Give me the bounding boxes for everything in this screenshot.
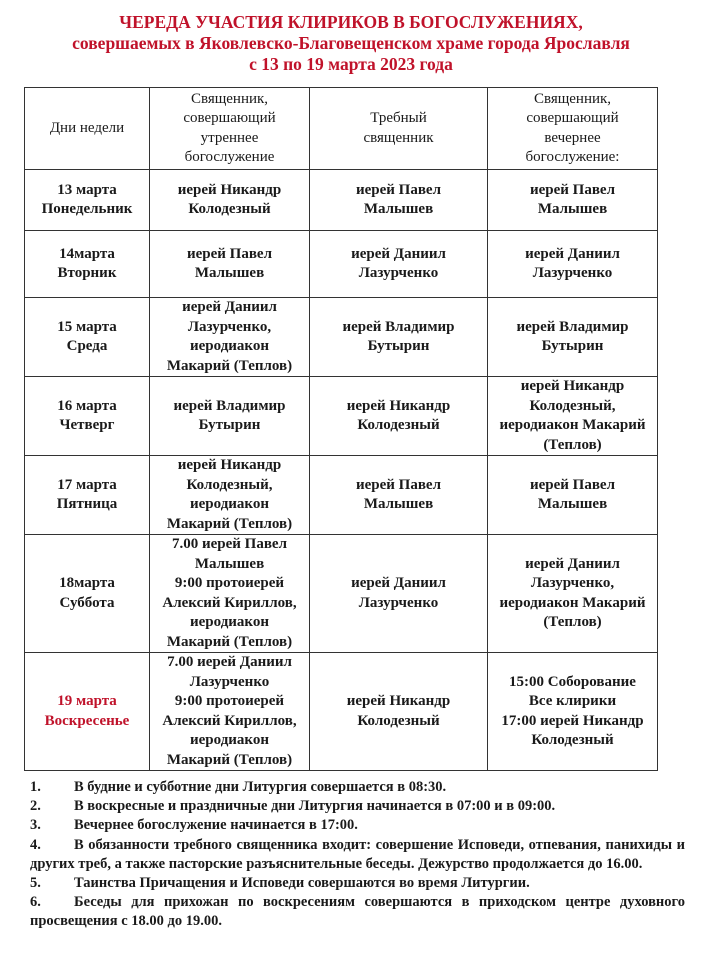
column-header-treb-priest: Требный священник xyxy=(310,88,488,170)
morning-cell: 7.00 иерей Даниил Лазурченко 9:00 протоиерей Алексий Кириллов, иеродиакон Макарий (Теплов) xyxy=(150,653,310,771)
note-number: 4. xyxy=(30,836,41,853)
morning-cell: иерей Никандр Колодезный, иеродиакон Макарий (Теплов) xyxy=(150,456,310,535)
note-number: 5. xyxy=(30,875,41,892)
note-text: В воскресные и праздничные дни Литургия начинается в 07:00 и в 09:00. xyxy=(74,798,556,815)
notes-list xyxy=(30,778,685,932)
header-title: ЧЕРЕДА УЧАСТИЯ КЛИРИКОВ В БОГОСЛУЖЕНИЯХ, xyxy=(119,12,583,32)
column-header-morning-priest: Священник, совершающий утреннее богослужение xyxy=(150,88,310,170)
header-dates: с 13 по 19 марта 2023 года xyxy=(249,54,453,74)
table-row xyxy=(25,231,658,298)
treb-cell: иерей Никандр Колодезный xyxy=(310,653,488,771)
table-row xyxy=(25,535,658,653)
evening-cell: иерей Павел Малышев xyxy=(488,170,658,231)
evening-cell: иерей Никандр Колодезный, иеродиакон Макарий (Теплов) xyxy=(488,377,658,456)
treb-cell: иерей Никандр Колодезный xyxy=(310,377,488,456)
morning-cell: 7.00 иерей Павел Малышев 9:00 протоиерей Алексий Кириллов, иеродиакон Макарий (Теплов) xyxy=(150,535,310,653)
note-text: Вечернее богослужение начинается в 17:00. xyxy=(74,817,358,834)
note-item xyxy=(30,816,685,835)
note-item xyxy=(30,874,685,893)
note-item xyxy=(30,836,685,874)
note-text: Таинства Причащения и Исповеди совершаются во время Литургии. xyxy=(74,875,530,892)
table-row xyxy=(25,653,658,771)
note-item xyxy=(30,893,685,931)
schedule-table xyxy=(24,87,658,771)
day-cell: 17 марта Пятница xyxy=(25,456,150,535)
day-cell: 14марта Вторник xyxy=(25,231,150,298)
note-item xyxy=(30,778,685,797)
note-number: 6. xyxy=(30,894,41,911)
note-text: В будние и субботние дни Литургия совершается в 08:30. xyxy=(74,779,447,795)
day-cell-sunday: 19 марта Воскресенье xyxy=(25,653,150,771)
morning-cell: иерей Павел Малышев xyxy=(150,231,310,298)
morning-cell: иерей Никандр Колодезный xyxy=(150,170,310,231)
document-header xyxy=(0,12,702,75)
note-item xyxy=(30,797,685,816)
note-text: Беседы для прихожан по воскресениям совершаются в приходском центре духовного просвещения с 18.00 до 19.00. xyxy=(30,894,685,930)
table-row xyxy=(25,456,658,535)
evening-cell: иерей Даниил Лазурченко, иеродиакон Макарий (Теплов) xyxy=(488,535,658,653)
treb-cell: иерей Владимир Бутырин xyxy=(310,298,488,377)
table-row xyxy=(25,377,658,456)
morning-cell: иерей Владимир Бутырин xyxy=(150,377,310,456)
note-number: 1. xyxy=(30,779,41,795)
treb-cell: иерей Даниил Лазурченко xyxy=(310,535,488,653)
note-number: 3. xyxy=(30,817,41,834)
note-text: В обязанности требного священника входит: совершение Исповеди, отпевания, панихиды и других треб, а также пасторские разъяснительные беседы. Дежурство продолжается до 16.00. xyxy=(30,836,685,872)
morning-cell: иерей Даниил Лазурченко, иеродиакон Макарий (Теплов) xyxy=(150,298,310,377)
day-cell: 15 марта Среда xyxy=(25,298,150,377)
table-row xyxy=(25,298,658,377)
evening-cell: 15:00 Соборование Все клирики 17:00 иерей Никандр Колодезный xyxy=(488,653,658,771)
day-cell: 18марта Суббота xyxy=(25,535,150,653)
header-subtitle: совершаемых в Яковлевско-Благовещенском храме города Ярославля xyxy=(72,33,630,53)
column-header-evening-priest: Священник, совершающий вечернее богослужение: xyxy=(488,88,658,170)
note-number: 2. xyxy=(30,798,41,815)
table-header-row xyxy=(25,88,658,170)
treb-cell: иерей Даниил Лазурченко xyxy=(310,231,488,298)
evening-cell: иерей Владимир Бутырин xyxy=(488,298,658,377)
evening-cell: иерей Павел Малышев xyxy=(488,456,658,535)
day-cell: 16 марта Четверг xyxy=(25,377,150,456)
treb-cell: иерей Павел Малышев xyxy=(310,456,488,535)
treb-cell: иерей Павел Малышев xyxy=(310,170,488,231)
day-cell: 13 марта Понедельник xyxy=(25,170,150,231)
table-row xyxy=(25,170,658,231)
evening-cell: иерей Даниил Лазурченко xyxy=(488,231,658,298)
column-header-days: Дни недели xyxy=(25,88,150,170)
